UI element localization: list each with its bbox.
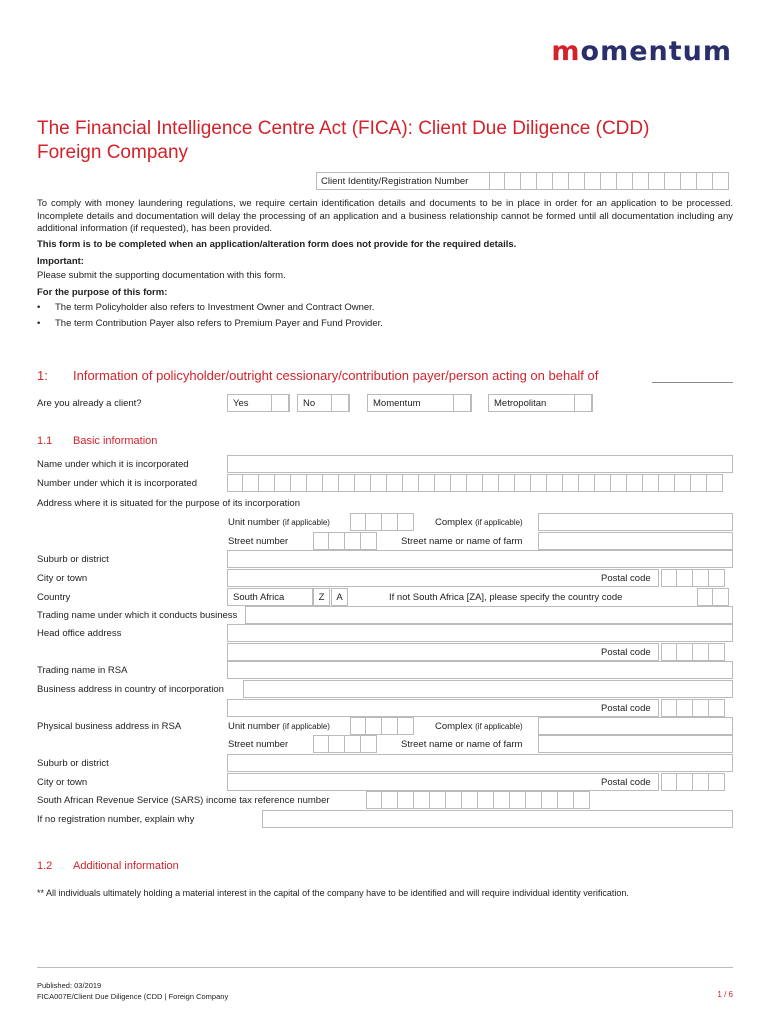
street-number-input-1[interactable] [313, 532, 377, 550]
complex-input-2[interactable] [538, 717, 733, 735]
city-input-1[interactable] [227, 569, 659, 587]
important-text: Please submit the supporting documentation with this form. [37, 270, 286, 281]
label-physical: Physical business address in RSA [37, 721, 182, 732]
label-number: Number under which it is incorporated [37, 478, 197, 489]
label-sars: South African Revenue Service (SARS) income tax reference number [37, 795, 330, 806]
purpose-heading: For the purpose of this form: [37, 287, 168, 298]
section-1-2-number: 1.2 [37, 860, 53, 872]
section-1-title: Information of policyholder/outright cessionary/contribution payer/person acting on behalf of [73, 368, 599, 383]
label-no-reg: If no registration number, explain why [37, 814, 195, 825]
label-unit-1: Unit number (if applicable) [228, 517, 330, 528]
label-postal-4: Postal code [601, 777, 651, 788]
country-code-a[interactable]: A [331, 588, 348, 606]
intro-notice: This form is to be completed when an application/alteration form does not provide for the required details. [37, 239, 517, 250]
name-input[interactable] [227, 455, 733, 473]
label-trading-rsa: Trading name in RSA [37, 665, 128, 676]
business-address-input-2[interactable] [227, 699, 659, 717]
postal-input-4[interactable] [661, 773, 725, 791]
additional-note: ** All individuals ultimately holding a material interest in the capital of the company have to be identified and will require individual identity verification. [37, 888, 629, 898]
city-input-2[interactable] [227, 773, 659, 791]
postal-input-1[interactable] [661, 569, 725, 587]
country-code-input[interactable] [697, 588, 729, 606]
label-trading: Trading name under which it conducts business [37, 610, 238, 621]
momentum-logo: momentum [551, 36, 732, 67]
footer-published: Published: 03/2019 [37, 981, 102, 990]
street-name-input-1[interactable] [538, 532, 733, 550]
street-number-input-2[interactable] [313, 735, 377, 753]
important-heading: Important: [37, 256, 84, 267]
complex-input-1[interactable] [538, 513, 733, 531]
label-city-2: City or town [37, 777, 88, 788]
bullet-1: The term Policyholder also refers to Investment Owner and Contract Owner. [55, 302, 375, 313]
label-business-address: Business address in country of incorporation [37, 684, 224, 695]
trading-rsa-input[interactable] [227, 661, 733, 679]
label-head-office: Head office address [37, 628, 122, 639]
label-suburb-2: Suburb or district [37, 758, 109, 769]
option-metropolitan[interactable]: Metropolitan [488, 394, 593, 412]
head-office-input-1[interactable] [227, 624, 733, 642]
bullet-1-mark: • [37, 302, 41, 313]
business-address-input-1[interactable] [243, 680, 733, 698]
option-no[interactable]: No [297, 394, 350, 412]
postal-input-2[interactable] [661, 643, 725, 661]
suburb-input-1[interactable] [227, 550, 733, 568]
label-postal-1: Postal code [601, 573, 651, 584]
label-suburb-1: Suburb or district [37, 554, 109, 565]
section-1-blank[interactable] [652, 382, 733, 383]
head-office-input-2[interactable] [227, 643, 659, 661]
country-input[interactable]: South Africa [227, 588, 313, 606]
no-reg-input[interactable] [262, 810, 733, 828]
section-1-1-title: Basic information [73, 435, 158, 447]
section-1-number: 1: [37, 368, 48, 383]
unit-input-1[interactable] [350, 513, 414, 531]
label-complex-2: Complex (if applicable) [435, 721, 523, 732]
suburb-input-2[interactable] [227, 754, 733, 772]
number-input[interactable] [227, 474, 723, 492]
section-1-2-title: Additional information [73, 860, 179, 872]
section-1-1-number: 1.1 [37, 435, 53, 447]
label-address: Address where it is situated for the purpose of its incorporation [37, 498, 300, 509]
trading-input[interactable] [245, 606, 733, 624]
footer-code: FICA007E/Client Due Diligence (CDD | Foreign Company [37, 992, 229, 1001]
label-street-name-2: Street name or name of farm [401, 739, 523, 750]
label-complex-1: Complex (if applicable) [435, 517, 523, 528]
label-street-number-2: Street number [228, 739, 289, 750]
label-postal-3: Postal code [601, 703, 651, 714]
label-country-other: If not South Africa [ZA], please specify the country code [389, 592, 623, 603]
label-unit-2: Unit number (if applicable) [228, 721, 330, 732]
street-name-input-2[interactable] [538, 735, 733, 753]
label-street-number-1: Street number [228, 536, 289, 547]
option-momentum[interactable]: Momentum [367, 394, 472, 412]
bullet-2-mark: • [37, 318, 41, 329]
sars-input[interactable] [366, 791, 590, 809]
page-number: 1 / 6 [717, 990, 733, 999]
label-street-name-1: Street name or name of farm [401, 536, 523, 547]
page-title: The Financial Intelligence Centre Act (FICA): Client Due Diligence (CDD) Foreign Company [37, 118, 650, 163]
label-postal-2: Postal code [601, 647, 651, 658]
client-id-label-box: Client Identity/Registration Number [316, 172, 490, 190]
option-yes[interactable]: Yes [227, 394, 290, 412]
bullet-2: The term Contribution Payer also refers to Premium Payer and Fund Provider. [55, 318, 383, 329]
label-city-1: City or town [37, 573, 88, 584]
label-country: Country [37, 592, 71, 603]
footer-divider [37, 967, 733, 968]
label-name: Name under which it is incorporated [37, 459, 189, 470]
unit-input-2[interactable] [350, 717, 414, 735]
client-question: Are you already a client? [37, 398, 142, 409]
client-id-field[interactable] [489, 172, 729, 190]
intro-paragraph: To comply with money laundering regulations, we require certain identification details and documents to be in place in order for an application to be processed. Incomplete details and documentation will delay the processing of an application and a business relationship cannot be formed until all documentation including any additional information (if requested), has been provided. [37, 198, 733, 234]
country-code-z[interactable]: Z [313, 588, 330, 606]
postal-input-3[interactable] [661, 699, 725, 717]
